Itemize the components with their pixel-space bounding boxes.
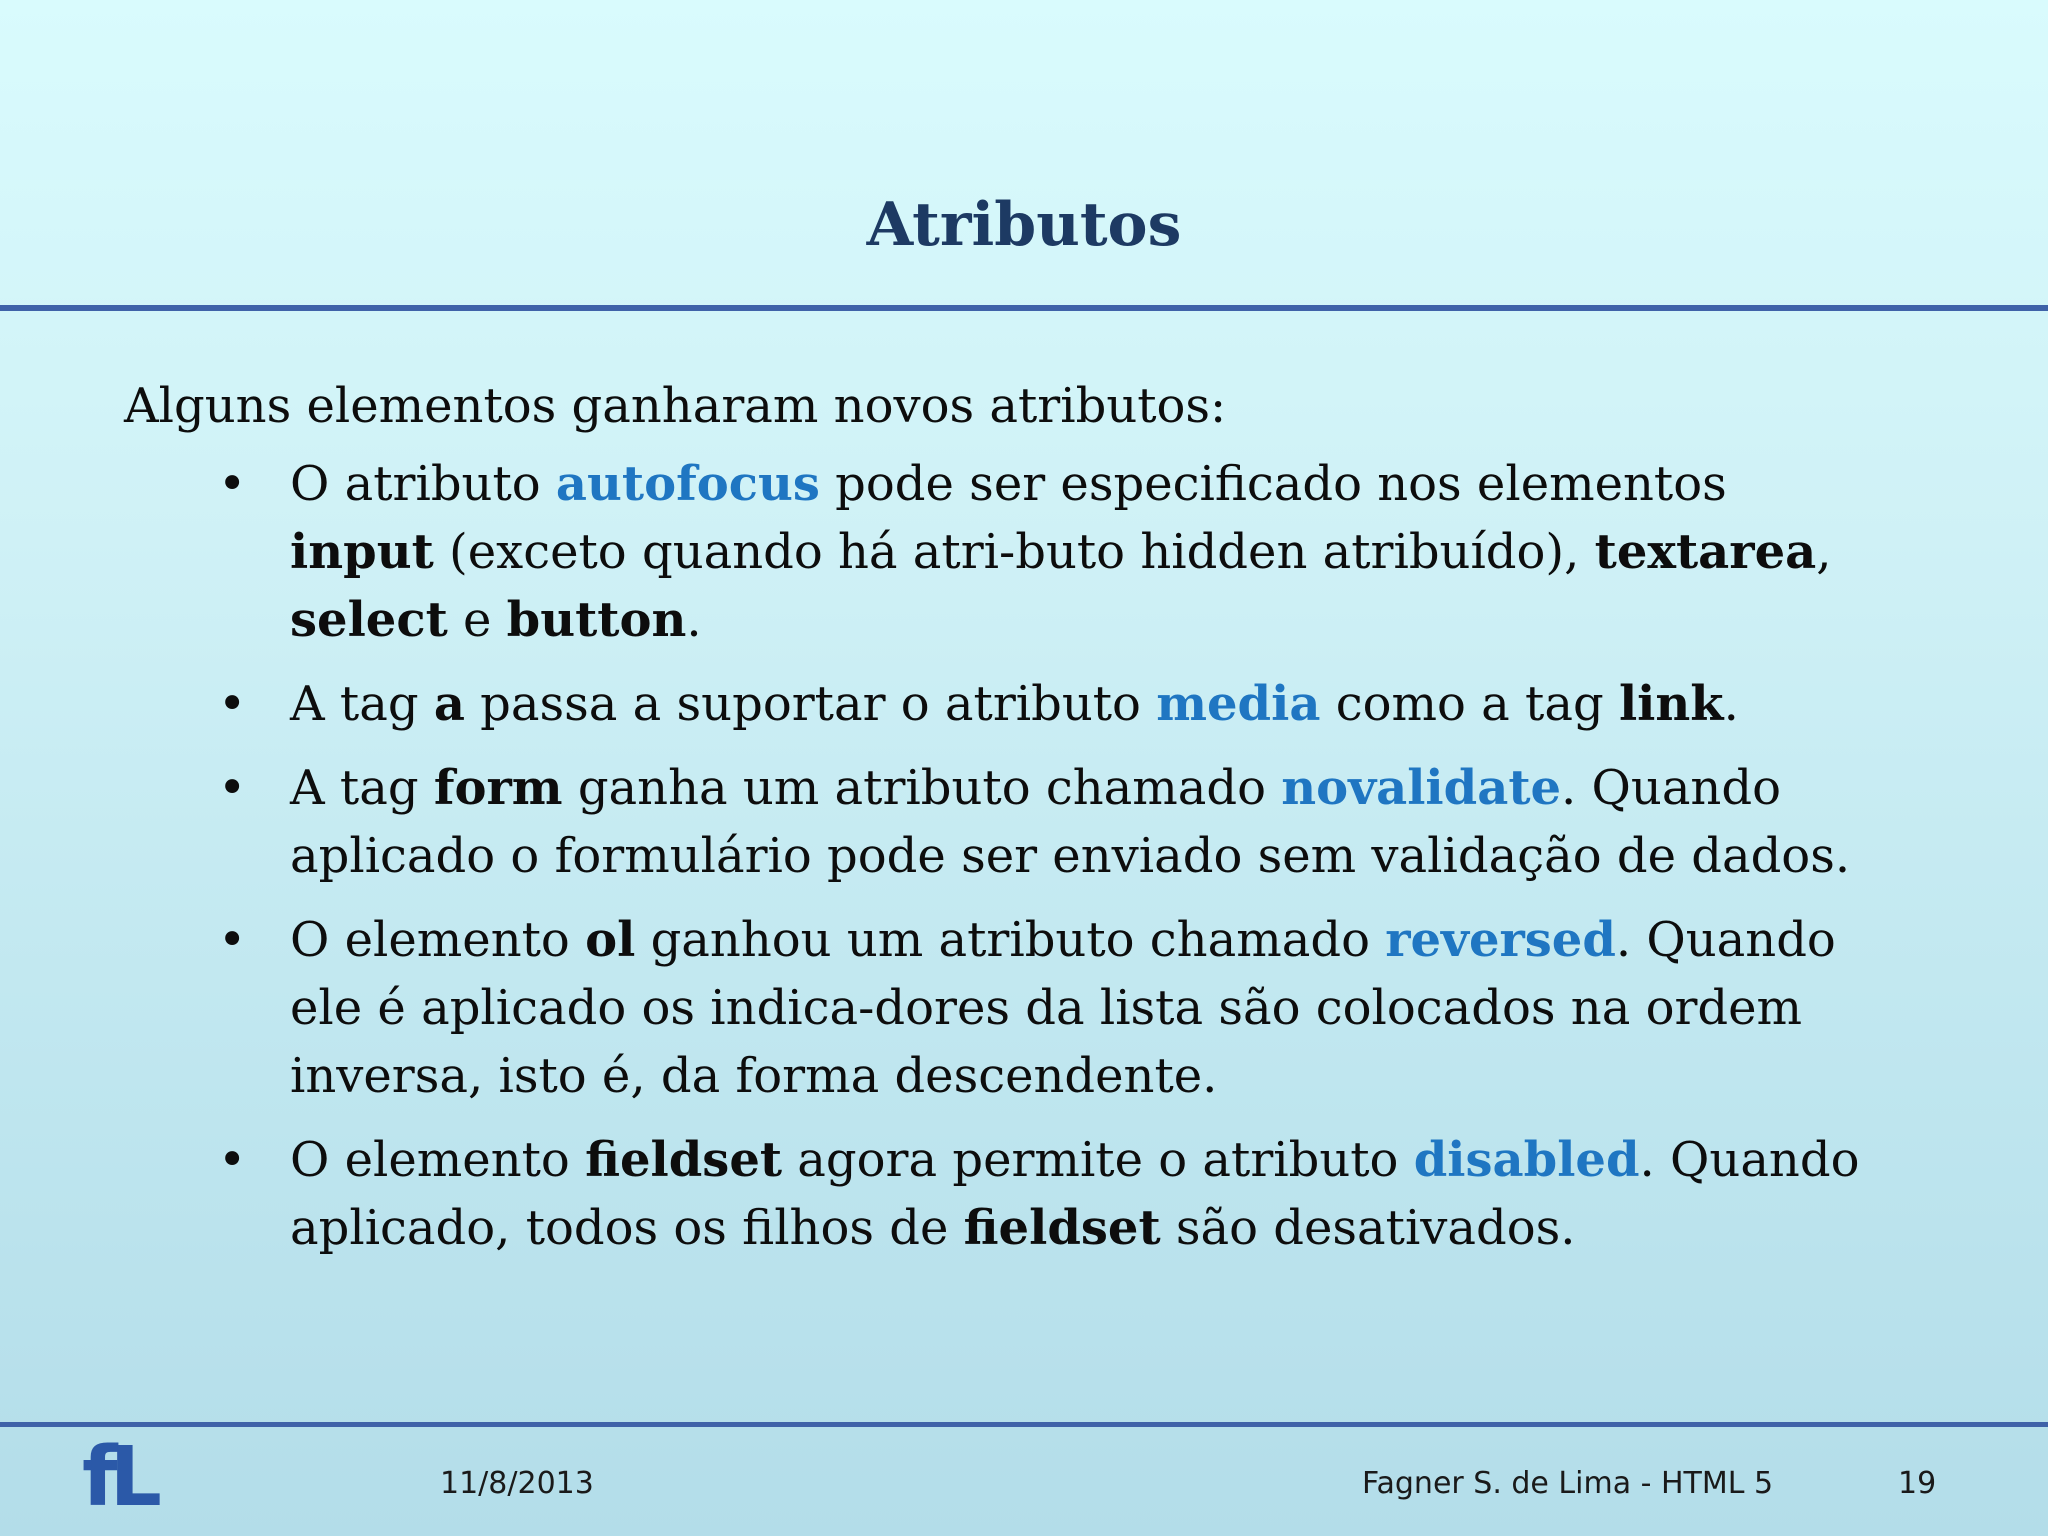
element-name: button (506, 592, 687, 648)
bullet-text: (exceto quando há atri-buto hidden atribuído), (433, 524, 1595, 580)
bullet-text: , (1816, 524, 1832, 580)
title-divider (0, 305, 2048, 311)
bullet-text: passa a suportar o atributo (464, 676, 1157, 732)
element-name: select (290, 592, 448, 648)
bullet-text: e (447, 592, 507, 648)
bullet-dot-icon: • (218, 760, 247, 816)
bullet-text: ganha um atributo chamado (562, 760, 1282, 816)
bullet-text: O elemento (290, 1132, 586, 1188)
bullet-text: . Quando aplicado, todos os filhos de (290, 1132, 1860, 1256)
list-item (124, 450, 1884, 654)
bullet-text: como a tag (1320, 676, 1619, 732)
bullet-text: . (686, 592, 702, 648)
element-name: a (433, 676, 465, 732)
element-name: fieldset (585, 1132, 783, 1188)
highlighted-attribute: disabled (1413, 1132, 1640, 1188)
highlighted-attribute: reversed (1385, 912, 1616, 968)
page-number: 19 (1898, 1466, 1937, 1501)
element-name: link (1618, 676, 1724, 732)
list-item (124, 906, 1884, 1110)
highlighted-attribute: media (1156, 676, 1321, 732)
footer-divider (0, 1422, 2048, 1427)
bullet-text: pode ser especificado nos elementos (819, 456, 1727, 512)
highlighted-attribute: autofocus (555, 456, 820, 512)
bullet-text: O atributo (290, 456, 556, 512)
list-item (124, 1126, 1884, 1262)
footer-date: 11/8/2013 (440, 1466, 594, 1501)
bullet-text: . Quando ele é aplicado os indica-dores da lista são colocados na ordem inversa, isto é, da forma descendente. (290, 912, 1836, 1104)
footer-author: Fagner S. de Lima - HTML 5 (1362, 1466, 1774, 1501)
bullet-dot-icon: • (218, 676, 247, 732)
element-name: fieldset (963, 1200, 1161, 1256)
author-logo: fL (82, 1430, 154, 1525)
bullet-text: agora permite o atributo (782, 1132, 1414, 1188)
list-item (124, 754, 1884, 890)
element-name: ol (585, 912, 636, 968)
bullet-text: O elemento (290, 912, 586, 968)
bullet-text: . Quando aplicado o formulário pode ser enviado sem validação de dados. (290, 760, 1851, 884)
bullet-text: são desativados. (1160, 1200, 1576, 1256)
element-name: form (433, 760, 563, 816)
bullet-dot-icon: • (218, 912, 247, 968)
bullet-dot-icon: • (218, 1132, 247, 1188)
bullet-text: A tag (290, 676, 434, 732)
bullet-dot-icon: • (218, 456, 247, 512)
slide-title: Atributos (866, 190, 1182, 260)
bullet-text: A tag (290, 760, 434, 816)
bullet-list (124, 450, 1924, 1262)
highlighted-attribute: novalidate (1281, 760, 1562, 816)
bullet-text: ganhou um atributo chamado (635, 912, 1386, 968)
bullet-text: . (1723, 676, 1739, 732)
slide-body (124, 372, 1924, 1278)
element-name: input (290, 524, 434, 580)
intro-text: Alguns elementos ganharam novos atributos: (124, 378, 1227, 434)
element-name: textarea (1594, 524, 1817, 580)
list-item (124, 670, 1884, 738)
